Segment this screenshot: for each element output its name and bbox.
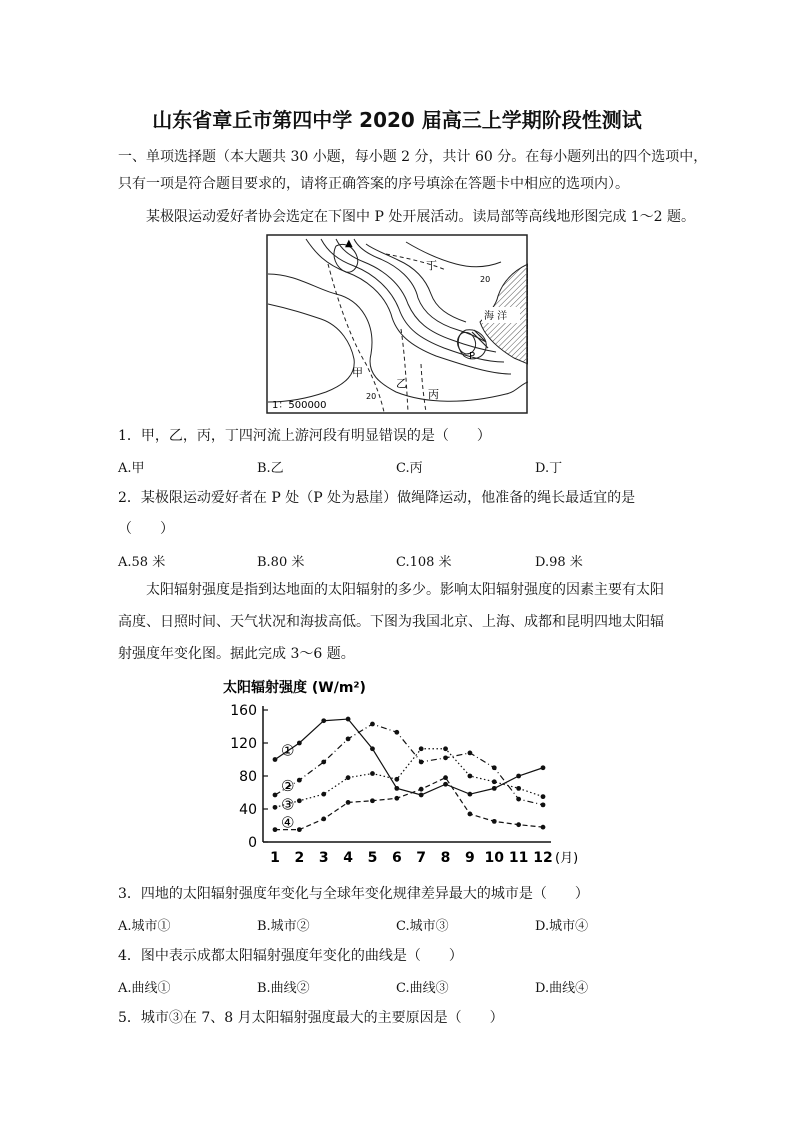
series-3-point: [419, 746, 424, 751]
map-scale: 1：500000: [272, 400, 327, 411]
series-1-point: [370, 746, 375, 751]
y-tick-label: 80: [239, 769, 257, 785]
label-p: P: [469, 351, 476, 362]
q2-option-b: B.80 米: [257, 555, 305, 570]
series-4-point: [443, 775, 448, 780]
series-4-point: [516, 822, 521, 827]
series-1-point: [346, 717, 351, 722]
intro-question-1-2: 某极限运动爱好者协会选定在下图中 P 处开展活动。读局部等高线地形图完成 1～2 题。: [146, 209, 696, 225]
series-line-1: [275, 719, 543, 795]
series-2-point: [468, 751, 473, 756]
series-1-point: [273, 757, 278, 762]
x-tick-label: 2: [294, 850, 305, 866]
series-1-point: [419, 793, 424, 798]
contour-label-20-bottom: 20: [366, 392, 377, 401]
series-1-point: [321, 718, 326, 723]
solar-radiation-chart: [205, 672, 595, 872]
question-5: 5．城市③在 7、8 月太阳辐射强度最大的主要原因是（ ）: [118, 1010, 504, 1026]
series-label-3: ③: [281, 795, 295, 814]
series-3-point: [443, 746, 448, 751]
series-4-point: [419, 787, 424, 792]
series-label-4: ④: [281, 813, 295, 832]
series-1-point: [492, 786, 497, 791]
series-3-point: [468, 774, 473, 779]
intro2-line3: 射强度年变化图。据此完成 3～6 题。: [118, 646, 355, 662]
question-2-blank: （ ）: [118, 521, 174, 537]
x-tick-label: 10: [484, 850, 505, 866]
x-tick-label: 6: [391, 850, 402, 866]
series-2-point: [370, 722, 375, 727]
intro2-line1: 太阳辐射强度是指到达地面的太阳辐射的多少。影响太阳辐射强度的因素主要有太阳: [146, 582, 664, 598]
series-4-point: [468, 812, 473, 817]
series-2-point: [273, 793, 278, 798]
question-4: 4．图中表示成都太阳辐射强度年变化的曲线是（ ）: [118, 948, 463, 964]
q2-option-c: C.108 米: [396, 555, 452, 570]
series-1-point: [443, 782, 448, 787]
x-tick-label: 9: [465, 850, 475, 866]
series-4-point: [492, 819, 497, 824]
q1-option-b: B.乙: [257, 461, 284, 476]
contour-map: [266, 234, 528, 414]
x-tick-label: 7: [416, 850, 427, 866]
contour-label-20-top: 20: [480, 275, 491, 284]
series-2-point: [346, 736, 351, 741]
series-2-point: [541, 802, 546, 807]
series-3-point: [273, 805, 278, 810]
label-jia: 甲: [352, 366, 363, 379]
x-tick-label: 11: [508, 850, 529, 866]
series-4-point: [541, 825, 546, 830]
series-3-point: [516, 786, 521, 791]
series-4-point: [273, 827, 278, 832]
series-2-point: [297, 778, 302, 783]
x-tick-label: 3: [318, 850, 329, 866]
sea-label: 海 洋: [484, 311, 508, 322]
y-tick-label: 160: [230, 703, 257, 719]
q4-option-b: B.曲线②: [257, 981, 310, 996]
series-1-point: [516, 774, 521, 779]
series-4-point: [297, 827, 302, 832]
series-3-point: [541, 794, 546, 799]
series-1-point: [541, 765, 546, 770]
x-axis-label: (月): [555, 851, 579, 866]
q4-option-a: A.曲线①: [118, 981, 171, 996]
label-bing: 丙: [428, 388, 439, 401]
section-instructions-line1: 一、单项选择题（本大题共 30 小题，每小题 2 分，共计 60 分。在每小题列出的四个选项中，: [118, 149, 708, 165]
series-label-1: ①: [281, 741, 295, 760]
section-instructions-line2: 只有一项是符合题目要求的，请将正确答案的序号填涂在答题卡中相应的选项内）。: [118, 176, 629, 192]
series-2-point: [321, 760, 326, 765]
series-3-point: [321, 792, 326, 797]
series-3-point: [370, 771, 375, 776]
x-tick-label: 5: [367, 850, 378, 866]
series-1-point: [394, 786, 399, 791]
series-2-point: [516, 797, 521, 802]
x-tick-label: 1: [270, 850, 280, 866]
series-line-4: [275, 778, 543, 830]
series-3-point: [394, 777, 399, 782]
q3-option-c: C.城市③: [396, 919, 449, 934]
series-3-point: [297, 798, 302, 803]
series-4-point: [321, 817, 326, 822]
series-4-point: [346, 800, 351, 805]
series-1-point: [297, 741, 302, 746]
intro2-line2: 高度、日照时间、天气状况和海拔高低。下图为我国北京、上海、成都和昆明四地太阳辐: [118, 614, 664, 630]
chart-title: 太阳辐射强度 (W/m²): [223, 680, 366, 696]
y-tick-label: 0: [248, 835, 257, 851]
series-3-point: [492, 779, 497, 784]
series-2-point: [419, 760, 424, 765]
series-4-point: [370, 798, 375, 803]
x-tick-label: 4: [343, 850, 353, 866]
series-1-point: [468, 792, 473, 797]
q1-option-d: D.丁: [535, 461, 563, 476]
q1-option-a: A.甲: [118, 461, 145, 476]
peak-icon: ▲: [345, 238, 353, 249]
series-2-point: [394, 730, 399, 735]
y-tick-label: 120: [230, 736, 257, 752]
q4-option-c: C.曲线③: [396, 981, 449, 996]
q3-option-d: D.城市④: [535, 919, 589, 934]
label-ding: 丁: [426, 259, 437, 272]
x-tick-label: 8: [440, 850, 451, 866]
series-2-point: [492, 765, 497, 770]
q4-option-d: D.曲线④: [535, 981, 589, 996]
q3-option-a: A.城市①: [118, 919, 171, 934]
series-2-point: [443, 755, 448, 760]
q3-option-b: B.城市②: [257, 919, 310, 934]
series-3-point: [346, 775, 351, 780]
x-tick-label: 12: [533, 850, 553, 866]
q2-option-d: D.98 米: [535, 555, 583, 570]
question-2: 2．某极限运动爱好者在 P 处（P 处为悬崖）做绳降运动，他准备的绳长最适宜的是: [118, 490, 636, 506]
question-3: 3．四地的太阳辐射强度年变化与全球年变化规律差异最大的城市是（ ）: [118, 886, 589, 902]
q2-option-a: A.58 米: [118, 555, 166, 570]
question-1: 1．甲，乙，丙，丁四河流上游河段有明显错误的是（ ）: [118, 428, 491, 444]
label-yi: 乙: [396, 377, 407, 390]
page-title: 山东省章丘市第四中学 2020 届高三上学期阶段性测试: [152, 108, 642, 132]
series-4-point: [394, 796, 399, 801]
q1-option-c: C.丙: [396, 461, 423, 476]
series-label-2: ②: [281, 776, 295, 795]
y-tick-label: 40: [239, 802, 257, 818]
